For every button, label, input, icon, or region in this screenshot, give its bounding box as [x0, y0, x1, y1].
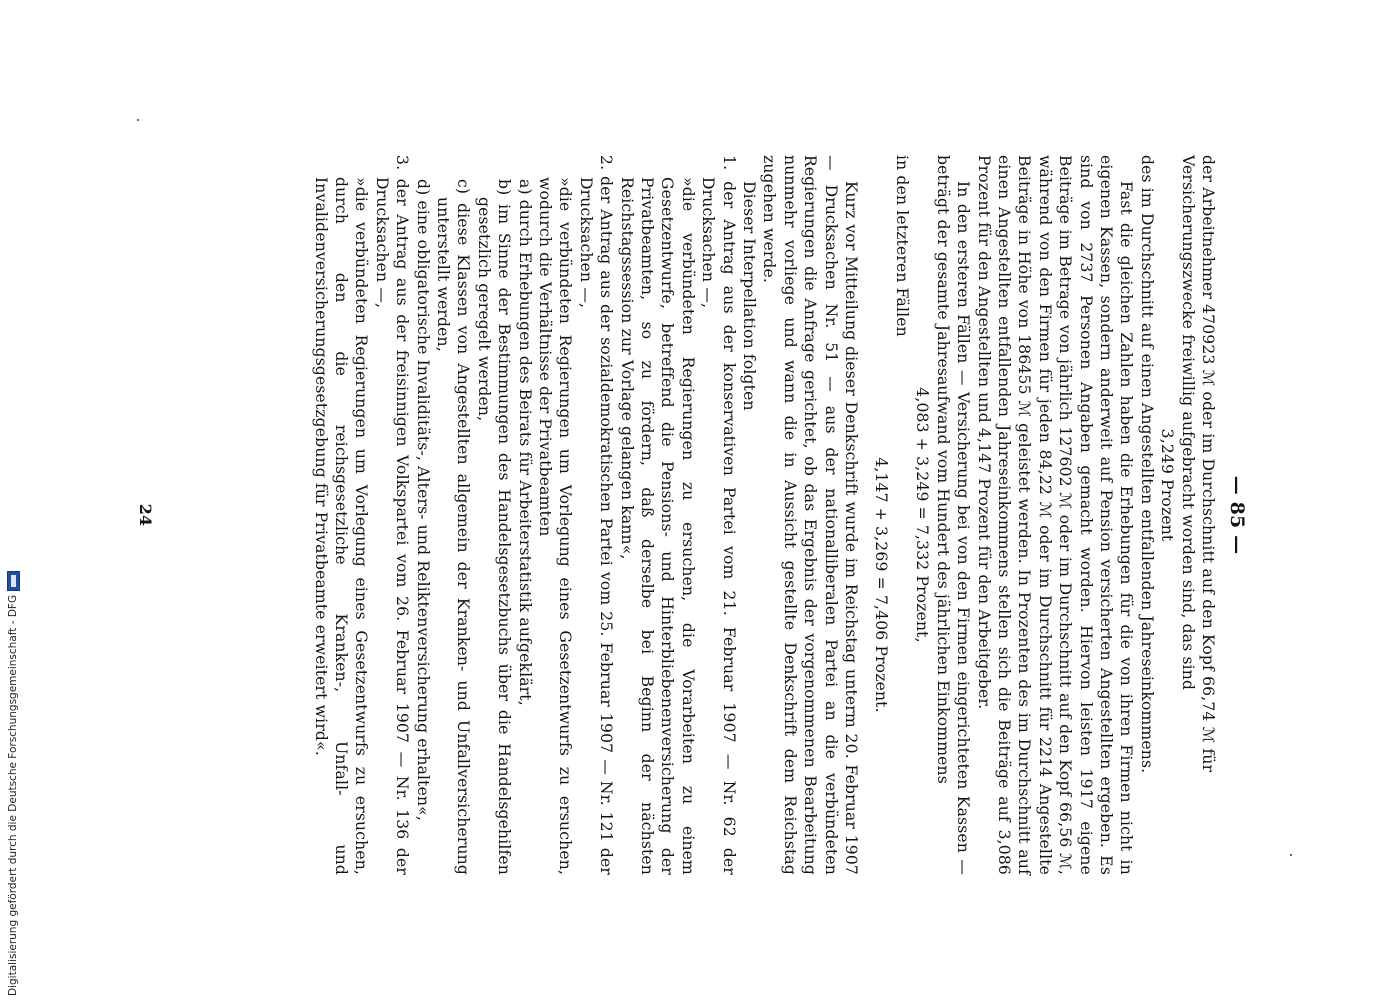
paragraph-line: des im Durchschnitt auf einen Angestellten entfallenden Jahreseinkommens. [1137, 155, 1156, 774]
formula-first-cases: 4,083 + 3,249 = 7,332 Prozent, [913, 387, 932, 643]
sub-item: a) durch Erhebungen des Beirats für Arbeiterstatistik aufgeklärt, [515, 179, 534, 706]
paragraph: in den letzteren Fällen [892, 155, 911, 337]
page-body [310, 155, 1218, 875]
dfg-logo-icon [7, 571, 20, 591]
paragraph: Dieser Interpellation folgten [740, 181, 759, 411]
page-number: 24 [136, 503, 155, 527]
paragraph-line: Versicherungszwecke freiwillig aufgebracht worden sind, das sind [1178, 155, 1197, 691]
digitization-credit [6, 556, 20, 996]
sub-item: b) im Sinne der Bestimmungen des Handelsgesetzbuchs über die Handelsgehilfen gesetzlich geregelt werden, [474, 179, 514, 875]
list-item: 2. der Antrag aus der sozialdemokratischen Partei vom 25. Februar 1907 — Nr. 121 der Drucksachen —, [576, 155, 616, 875]
formula-latter-cases: 4,147 + 3,269 = 7,406 Prozent. [872, 457, 891, 713]
sub-item: d) eine obligatorische Invaliditäts-, Alters- und Reliktenversicherung erhalten«, [413, 179, 432, 821]
sub-item: c) diese Klassen von Angestellten allgemein der Kranken- und Unfallversicherung unterstellt werden, [433, 179, 473, 875]
paragraph: Kurz vor Mitteilung dieser Denkschrift wurde im Reichstag unterm 20. Februar 1907 — Drucksachen Nr. 51 — aus der nationalliberalen Partei an die verbündeten Regierungen die Anfrage gerichtet, ob das Ergebnis der vorgenommenen Bearbeitung nunmehr vorliege und wann die in Aussicht gestellte Denkschrift dem Reichstag zugehen werde. [760, 155, 861, 875]
scan-speck [1290, 854, 1292, 856]
formula-percent: 3,249 Prozent [1158, 428, 1177, 542]
quote: »die verbündeten Regierungen um Vorlegung eines Gesetzentwurfs zu ersuchen, durch den die reichsgesetzliche Kranken-, Unfall- und Invalidenversicherungsgesetzgebung für Privatbeamte erweitert wird«. [311, 177, 371, 875]
quote: »die verbündeten Regierungen um Vorlegung eines Gesetzentwurfs zu ersuchen, wodurch die Verhältnisse der Privatbeamten [536, 177, 575, 875]
list-item: 1. der Antrag aus der konservativen Partei vom 21. Februar 1907 — Nr. 62 der Drucksachen —, [699, 155, 738, 875]
paragraph-line: der Arbeitnehmer 470923 ℳ oder im Durchschnitt auf den Kopf 66,74 ℳ für [1199, 155, 1217, 773]
credit-text: Digitalisierung gefördert durch die Deutsche Forschungsgemeinschaft - DFG [7, 594, 19, 996]
page-header: — 85 — [1226, 475, 1248, 555]
list-item: 3. der Antrag aus der freisinnigen Volkspartei vom 26. Februar 1907 — Nr. 136 der Drucksachen —, [372, 155, 412, 875]
scan-speck [137, 119, 139, 121]
quote: »die verbündeten Regierungen zu ersuchen, die Vorarbeiten zu einem Gesetzentwurfe, betreffend die Pensions- und Hinterbliebenenversicherung der Privatbeamten, so zu fördern, daß derselbe bei Beginn der nächsten Reichstagssession zur Vorlage gelangen kann«, [617, 177, 697, 875]
paragraph: Fast die gleichen Zahlen haben die Erhebungen für die von ihren Firmen nicht in eigenen Kassen, sondern anderweit auf Pension versicherten Angestellten ergeben. Es sind von 2737 Personen Angaben gemacht worden. Hiervon leisten 1917 eigene Beiträge im Betrage von jährlich 127602 ℳ oder im Durchschnitt auf den Kopf 66,56 ℳ, während von den Firmen für jeden 84,22 ℳ oder im Durchschnitt für 2214 Angestellte Beiträge in Höhe von 186455 ℳ geleistet werden. In Prozenten des im Durchschnitt auf einen Angestellten entfallenden Jahreseinkommens stellen sich die Beiträge auf 3,086 Prozent für den Angestellten und 4,147 Prozent für den Arbeitgeber. [974, 155, 1136, 875]
paragraph: In den ersteren Fällen — Versicherung bei von den Firmen eingerichteten Kassen — beträgt der gesamte Jahresaufwand vom Hundert des jährlichen Einkommens [933, 155, 973, 875]
